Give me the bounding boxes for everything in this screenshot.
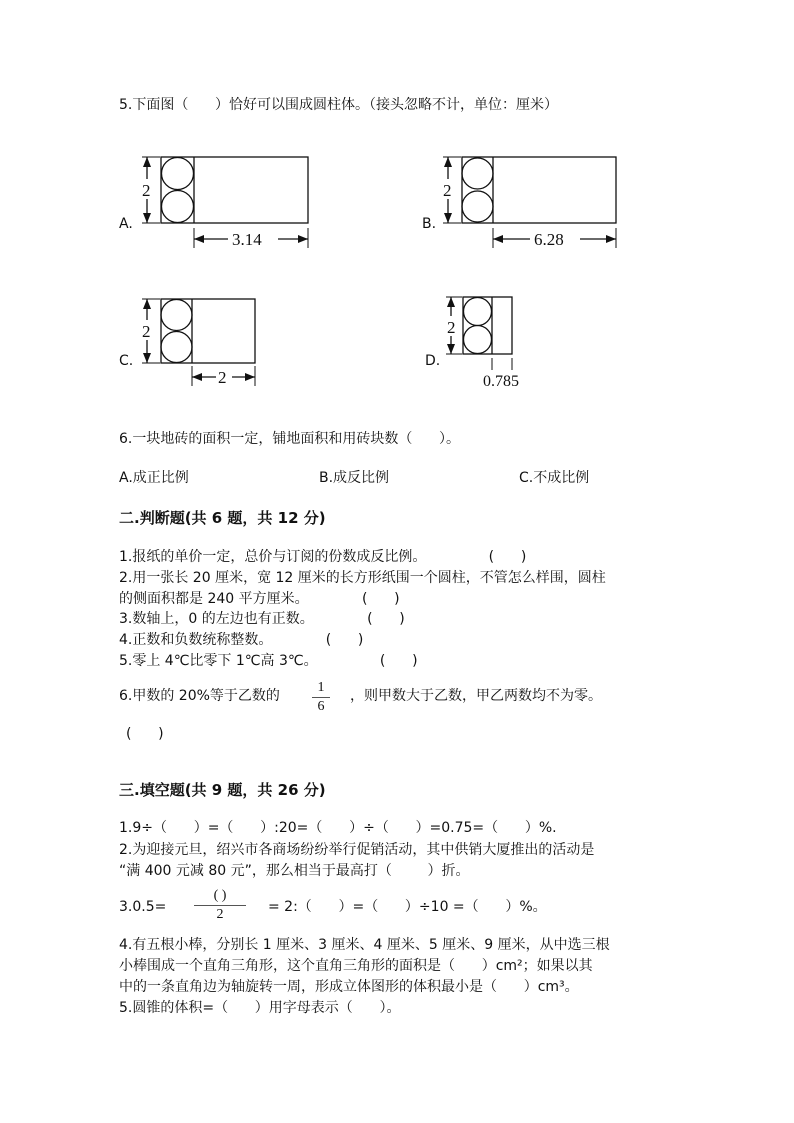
- rectangle: [463, 297, 512, 354]
- fraction-numerator: ( ): [213, 888, 227, 903]
- s2-q6-paren: ( ): [126, 726, 164, 742]
- fig-c-height: 2: [142, 322, 151, 341]
- figure-b: [431, 150, 631, 260]
- fig-d-width: 0.785: [483, 373, 519, 390]
- s2-line-6: 5.零上 4℃比零下 1℃高 3℃。 ( ): [119, 653, 418, 669]
- fig-c-width: 2: [218, 368, 227, 387]
- section2-heading: 二.判断题(共 6 题，共 12 分): [119, 509, 326, 527]
- circle-top: [162, 158, 194, 190]
- section3-heading: 三.填空题(共 9 题，共 26 分): [119, 781, 326, 799]
- figure-a: [130, 150, 330, 260]
- s2-line-1: 1.报纸的单价一定，总价与订阅的份数成反比例。 ( ): [119, 549, 527, 565]
- s3-q3-fraction: [194, 888, 246, 923]
- fraction-denominator: 2: [216, 907, 224, 922]
- circle-bottom: [464, 326, 492, 354]
- s3-line-2: 2.为迎接元旦，绍兴市各商场纷纷举行促销活动，其中供销大厦推出的活动是: [119, 842, 595, 858]
- q6-option-a[interactable]: A.成正比例: [119, 470, 189, 486]
- q6-stem: 6.一块地砖的面积一定，铺地面积和用砖块数（ ）。: [119, 431, 461, 447]
- circle-bottom: [462, 191, 493, 222]
- circle-top: [464, 298, 492, 326]
- s3-line-5: 小棒围成一个直角三角形，这个直角三角形的面积是（ ）cm²；如果以其: [119, 958, 593, 974]
- fig-b-width: 6.28: [534, 230, 564, 249]
- s2-line-3: 的侧面积都是 240 平方厘米。 ( ): [119, 591, 400, 607]
- circle-bottom: [162, 191, 194, 223]
- s3-line-7: 5.圆锥的体积=（ ）用字母表示（ ）。: [119, 1000, 401, 1016]
- rectangle: [161, 157, 308, 223]
- s3-line-3: “满 400 元减 80 元”，那么相当于最高打（ ）折。: [119, 863, 470, 879]
- fig-a-label: A.: [119, 216, 133, 232]
- fig-d-height: 2: [447, 318, 456, 337]
- s2-line-2: 2.用一张长 20 厘米，宽 12 厘米的长方形纸围一个圆柱，不管怎么样围，圆柱: [119, 570, 606, 586]
- s3-q3-before: 3.0.5=: [119, 899, 167, 915]
- s2-q6-fraction: [312, 680, 330, 715]
- fig-d-label: D.: [425, 353, 441, 369]
- s2-line-5: 4.正数和负数统称整数。 ( ): [119, 632, 364, 648]
- s3-line-4: 4.有五根小棒，分别长 1 厘米、3 厘米、4 厘米、5 厘米、9 厘米，从中选三根: [119, 937, 610, 953]
- s2-q6-before: 6.甲数的 20%等于乙数的: [119, 688, 280, 704]
- circle-top: [161, 300, 192, 331]
- circle-bottom: [161, 332, 192, 363]
- figure-d: [436, 288, 556, 398]
- fig-a-height: 2: [142, 181, 151, 200]
- circle-top: [462, 158, 493, 189]
- s3-line-6: 中的一条直角边为轴旋转一周，形成立体图形的体积最小是（ ）cm³。: [119, 979, 579, 995]
- s3-line-1: 1.9÷（ ）=（ ）:20=（ ）÷（ ）=0.75=（ ）%.: [119, 820, 557, 836]
- fig-b-height: 2: [443, 181, 452, 200]
- fraction-numerator: 1: [317, 680, 325, 695]
- s2-q6-after: ，则甲数大于乙数，甲乙两数均不为零。: [350, 688, 602, 704]
- figure-c: [130, 290, 270, 400]
- q6-option-c[interactable]: C.不成比例: [519, 470, 590, 486]
- fraction-denominator: 6: [317, 699, 325, 714]
- s3-q3-after: = 2:（ ）=（ ）÷10 =（ ）%。: [268, 899, 547, 915]
- rectangle: [462, 157, 616, 223]
- q5-stem: 5.下面图（ ）恰好可以围成圆柱体。（接头忽略不计，单位：厘米）: [119, 97, 559, 113]
- q6-option-b[interactable]: B.成反比例: [319, 470, 390, 486]
- fig-b-label: B.: [422, 216, 437, 232]
- fig-a-width: 3.14: [232, 230, 262, 249]
- fig-c-label: C.: [119, 353, 134, 369]
- s2-line-4: 3.数轴上，0 的左边也有正数。 ( ): [119, 611, 405, 627]
